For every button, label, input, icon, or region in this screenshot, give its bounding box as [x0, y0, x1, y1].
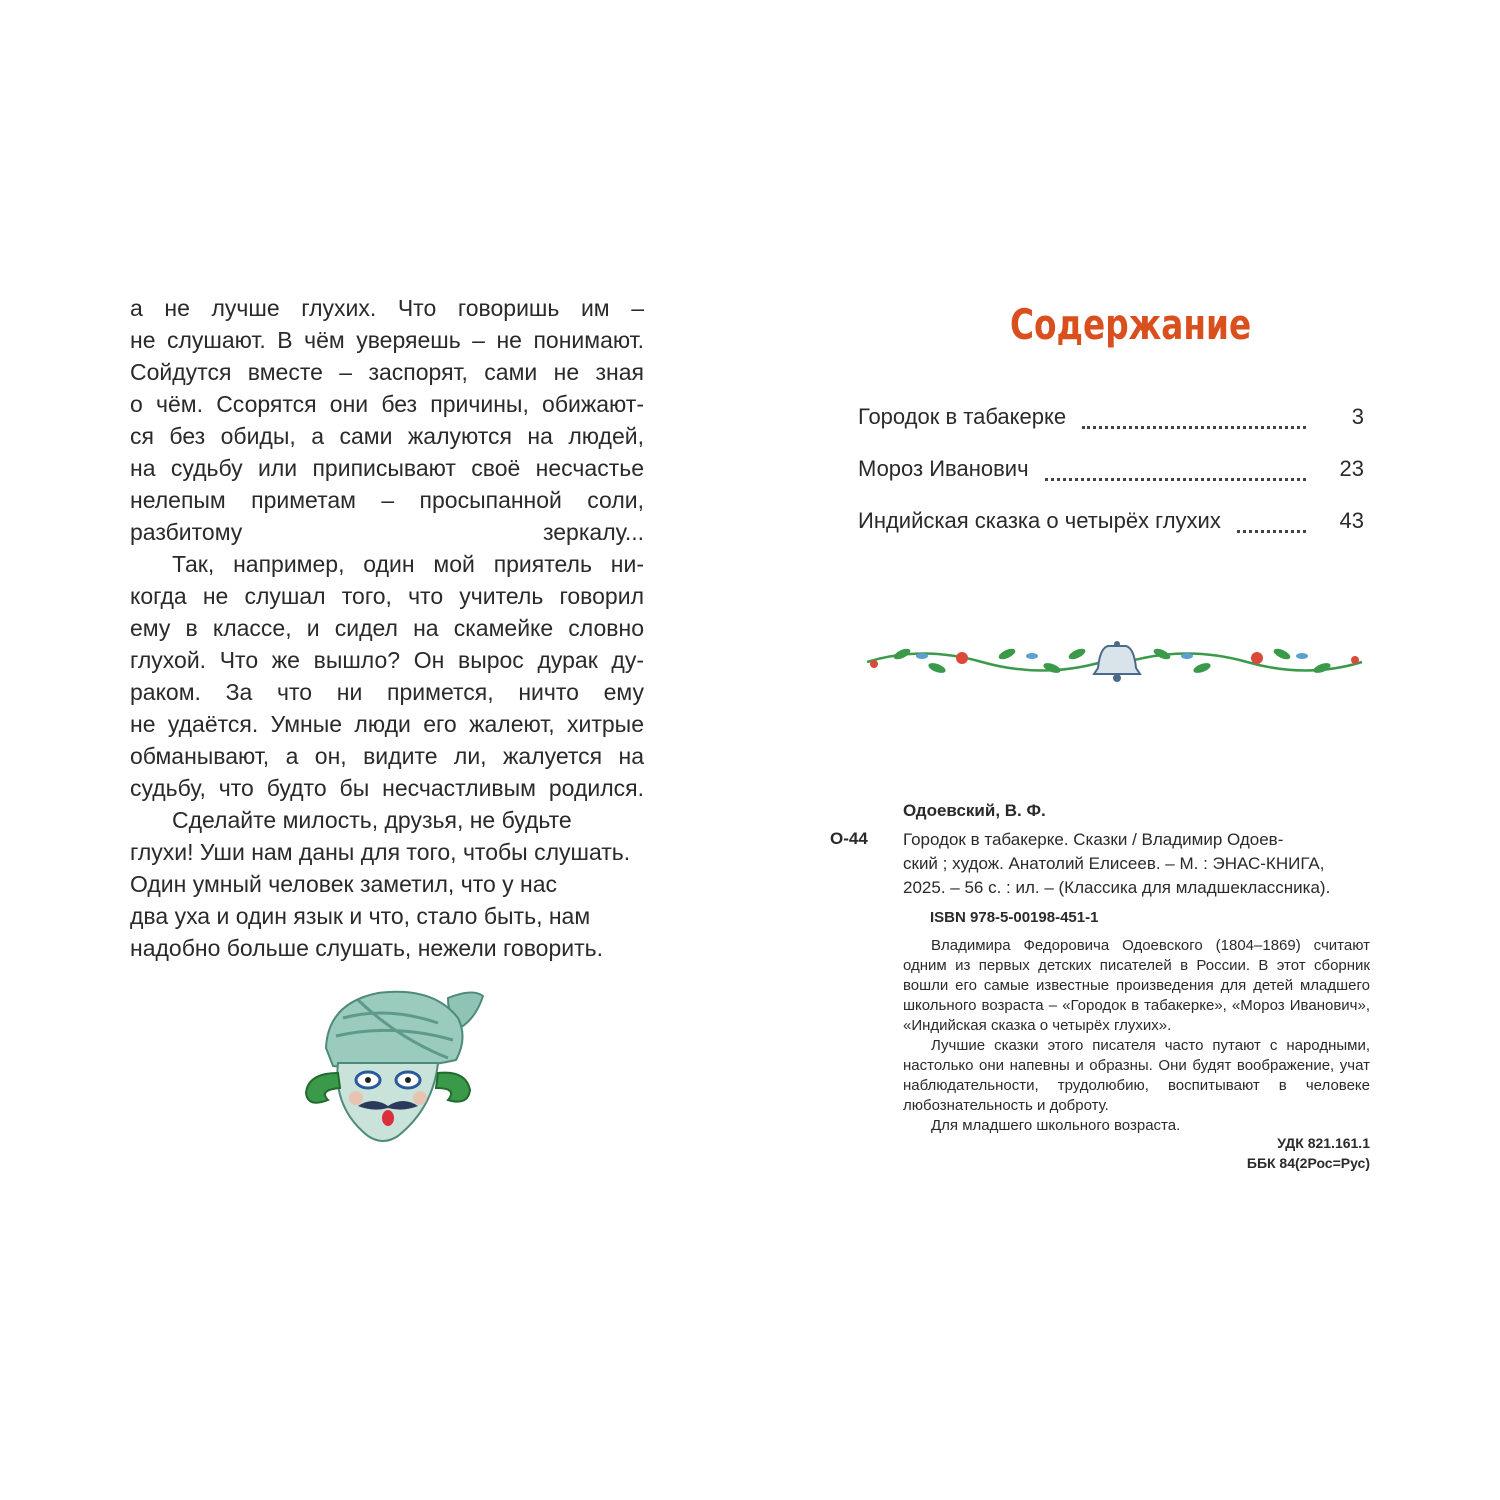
catalog-classification: УДК 821.161.1 ББК 84(2Рос=Рус) [1246, 1135, 1370, 1171]
catalog-annotation: Владимира Федоровича Одоевского (1804–1869) считают одним из первых детских писателей в России. В этот сборник вошли его самые известные произведения для детей младшего школьного возраста – «Городок в табакерке», «Мороз Иванович», «Индийская сказка о четырёх глухих». Лучшие сказки этого писателя часто путают с народными, настолько они напевны и образны. Они будят воображение, учат наблюдательности, трудолюбию, воспитывают в человеке любознательность и доброту. Для младшего школьного возраста. [903, 937, 1370, 1134]
toc-entry[interactable] [858, 456, 1364, 488]
toc-entry-title: Мороз Иванович [858, 456, 1029, 481]
toc-leader-dots [1237, 516, 1306, 533]
catalog-description: Городок в табакерке. Сказки / Владимир Одоев- ский ; худож. Анатолий Елисеев. – М. : ЭНАС-КНИГА, 2025. – 56 с. : ил. – (Классика для младшеклассника). [903, 830, 1331, 897]
story-paragraph-3: Сделайте милость, друзья, не будьте глухи! Уши нам даны для того, чтобы слушать. Один умный человек заметил, что у нас два уха и один язык и что, стало быть, нам надобно больше слушать, нежели говорить. [130, 807, 631, 961]
catalog-code: О-44 [830, 829, 868, 848]
genie-illustration [298, 978, 488, 1148]
toc-entry[interactable] [858, 508, 1364, 540]
toc-title: Содержание [1010, 300, 1252, 349]
toc-entry-title: Индийская сказка о четырёх глухих [858, 508, 1221, 533]
story-paragraph-2: Так, например, один мой приятель ни- когда не слушал того, что учитель говорил ему в классе, и сидел на скамейке словно глухой. Что же вышло? Он вырос дурак ду- раком. За что ни примется, ничто ему не удаётся. Умные люди его жалеют, хитрые обманывают, а он, видите ли, жалуется на судьбу, что будто бы несчастливым родился. [130, 551, 644, 801]
toc-entry-title: Городок в табакерке [858, 404, 1067, 429]
catalog-isbn: ISBN 978-5-00198-451-1 [930, 909, 1099, 926]
toc-entry[interactable] [858, 404, 1364, 436]
floral-ornament-icon [862, 640, 1367, 686]
toc-leader-dots [1082, 412, 1306, 429]
toc-entry-page: 23 [1339, 456, 1364, 481]
catalog-author: Одоевский, В. Ф. [903, 801, 1046, 820]
toc-entry-page: 3 [1351, 404, 1364, 429]
story-text [130, 292, 644, 964]
toc-leader-dots [1045, 464, 1306, 481]
story-paragraph-1: а не лучше глухих. Что говоришь им – не слушают. В чём уверяешь – не понимают. Сойдутся вместе – заспорят, сами не зная о чём. Ссорятся они без причины, обижают- ся без обиды, а сами жалуются на людей, на судьбу или приписывают своё несчастье нелепым приметам – просыпанной соли, разбитому зеркалу... [130, 295, 644, 545]
toc-entry-page: 43 [1339, 508, 1364, 533]
